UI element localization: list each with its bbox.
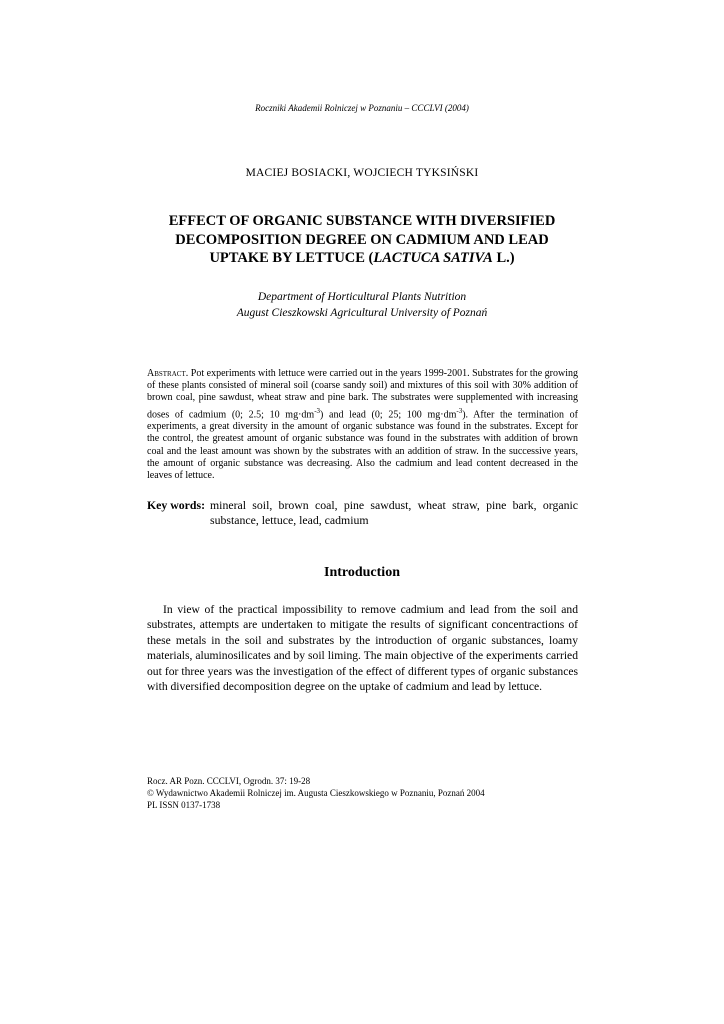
abstract-sup-2: -3 <box>456 406 463 415</box>
title-line-3-pre: UPTAKE BY LETTUCE ( <box>209 250 374 266</box>
footer-copyright: © Wydawnictwo Akademii Rolniczej im. Augusta Cieszkowskiego w Poznaniu, Poznań 2004 <box>147 788 485 798</box>
abstract-sup-1: -3 <box>314 406 321 415</box>
abstract-text-2: ) and lead (0; 25; 100 mg·dm <box>320 408 457 420</box>
affiliation-department: Department of Horticultural Plants Nutrition <box>257 291 467 303</box>
keywords <box>147 498 578 528</box>
abstract <box>147 368 578 482</box>
introduction-paragraph: In view of the practical impossibility to remove cadmium and lead from the soil and substrates, attempts are undertaken to mitigate the results of significant concentractions of these metals in the soil and substrates by the introduction of organic substances, loamy materials, aluminosilicates and by soil liming. The main objective of the experiments carried out for three years was the investigation of the effect of different types of organic substances with diversified decomposition degree on the uptake of cadmium and lead by lettuce. <box>147 603 578 694</box>
running-head: Roczniki Akademii Rolniczej w Poznaniu – CCCLVI (2004) <box>255 103 469 113</box>
footer-citation: Rocz. AR Pozn. CCCLVI, Ogrodn. 37: 19-28 <box>147 776 311 786</box>
title-line-1: EFFECT OF ORGANIC SUBSTANCE WITH DIVERSIFIED <box>168 213 556 229</box>
affiliation-university: August Cieszkowski Agricultural University of Poznań <box>236 307 488 319</box>
section-heading-introduction: Introduction <box>324 565 400 580</box>
title-species-name: LACTUCA SATIVA <box>373 250 493 266</box>
title-line-3-post: L.) <box>492 250 515 266</box>
authors: MACIEJ BOSIACKI, WOJCIECH TYKSIŃSKI <box>245 167 479 179</box>
abstract-text-3: ). After the termination of experiments, a great diversity in the amount of organic substance was found in the substrates. Except for the control, the greatest amount of organic substance was found in the substrates with addition of brown coal and the least amount was shown by the substrates with an addition of straw. In the successive years, the amount of organic substance was decreasing. Also the cadmium and lead content decreased in the leaves of lettuce. <box>147 408 578 481</box>
abstract-label: Abstract. <box>147 368 189 379</box>
paper-title <box>0 212 724 268</box>
title-line-2: DECOMPOSITION DEGREE ON CADMIUM AND LEAD <box>175 231 549 248</box>
footer-issn: PL ISSN 0137-1738 <box>147 800 221 810</box>
title-line-3 <box>0 249 724 268</box>
affiliation <box>0 289 724 321</box>
abstract-text-1: Pot experiments with lettuce were carried out in the years 1999-2001. Substrates for the growing of these plants consisted of mineral soil (coarse sandy soil) and mixtures of this soil with 30% addition of brown coal, pine sawdust, wheat straw and pine bark. The substrates were supplemented with increasing doses of cadmium (0; 2.5; 10 mg·dm <box>147 368 578 420</box>
keywords-label: Key words: <box>147 498 205 512</box>
keywords-text: mineral soil, brown coal, pine sawdust, wheat straw, pine bark, organic substance, lettuce, lead, cadmium <box>210 498 578 527</box>
publication-footer <box>147 775 578 811</box>
